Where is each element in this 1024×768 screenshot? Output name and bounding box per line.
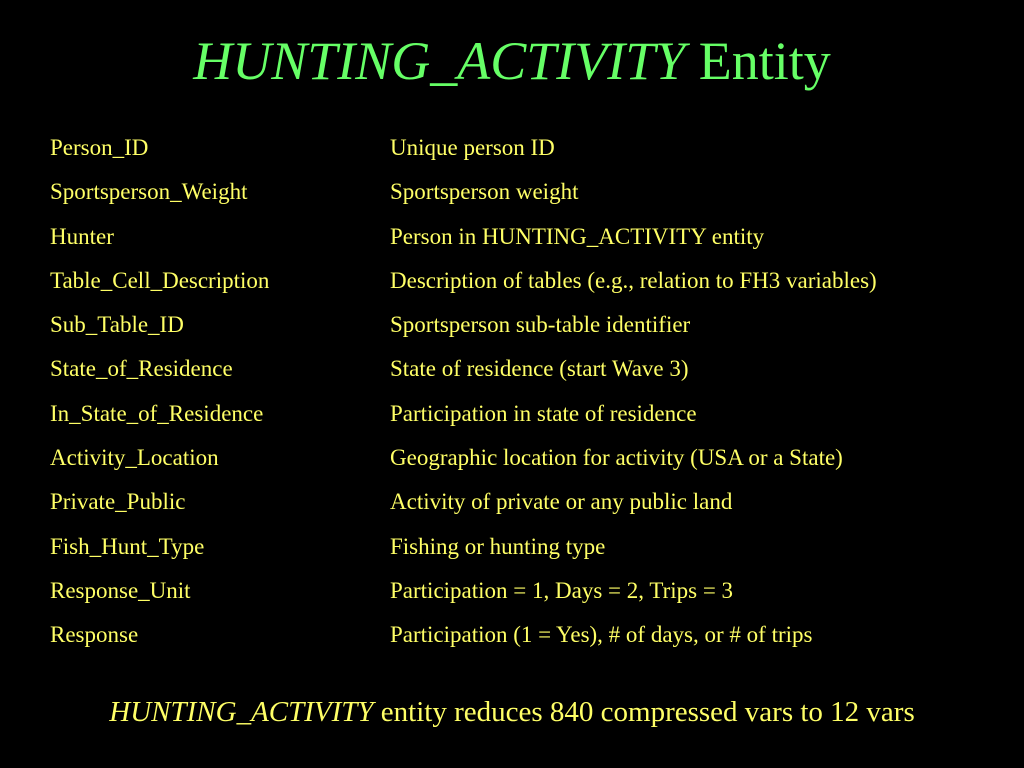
variable-description: Unique person ID	[390, 135, 555, 160]
footer-text: entity reduces 840 compressed vars to 12 vars	[380, 696, 915, 728]
variable-name: Table_Cell_Description	[50, 267, 270, 293]
variable-description: Fishing or hunting type	[390, 533, 606, 559]
variable-name: Private_Public	[50, 489, 186, 515]
variable-name: Sportsperson_Weight	[50, 179, 248, 205]
variable-row	[50, 576, 1010, 620]
variable-row	[50, 310, 1010, 354]
variable-name: Response	[50, 622, 139, 648]
variable-row	[50, 443, 1010, 487]
variable-row	[50, 222, 1010, 266]
footer-entity-name: HUNTING_ACTIVITY	[109, 696, 374, 728]
variable-list	[50, 133, 1010, 665]
variable-description: Participation = 1, Days = 2, Trips = 3	[390, 577, 734, 603]
variable-description: Description of tables (e.g., relation to FH3 variables)	[390, 267, 877, 293]
variable-row	[50, 399, 1010, 443]
variable-description: Activity of private or any public land	[390, 489, 733, 515]
variable-name: In_State_of_Residence	[50, 400, 264, 426]
variable-description: Participation in state of residence	[390, 400, 697, 426]
variable-row	[50, 487, 1010, 531]
slide-footer-note	[0, 694, 1024, 730]
variable-row	[50, 133, 1010, 177]
variable-name: Hunter	[50, 223, 114, 249]
variable-row	[50, 354, 1010, 398]
slide-title	[0, 26, 1024, 96]
slide-title-entity-name: HUNTING_ACTIVITY	[193, 31, 686, 91]
variable-name: Person_ID	[50, 135, 149, 160]
variable-name: Sub_Table_ID	[50, 312, 184, 338]
variable-row	[50, 266, 1010, 310]
variable-name: Response_Unit	[50, 577, 191, 603]
variable-name: State_of_Residence	[50, 356, 233, 382]
variable-description: Person in HUNTING_ACTIVITY entity	[390, 223, 765, 249]
variable-description: Sportsperson sub-table identifier	[390, 312, 691, 338]
variable-row	[50, 177, 1010, 221]
variable-description: Sportsperson weight	[390, 179, 579, 205]
slide-title-suffix: Entity	[698, 31, 831, 91]
variable-description: State of residence (start Wave 3)	[390, 356, 689, 382]
variable-description: Participation (1 = Yes), # of days, or # of trips	[390, 622, 813, 648]
variable-name: Activity_Location	[50, 445, 219, 471]
variable-name: Fish_Hunt_Type	[50, 533, 205, 559]
variable-description: Geographic location for activity (USA or a State)	[390, 445, 843, 471]
variable-row	[50, 532, 1010, 576]
variable-row	[50, 620, 1010, 664]
